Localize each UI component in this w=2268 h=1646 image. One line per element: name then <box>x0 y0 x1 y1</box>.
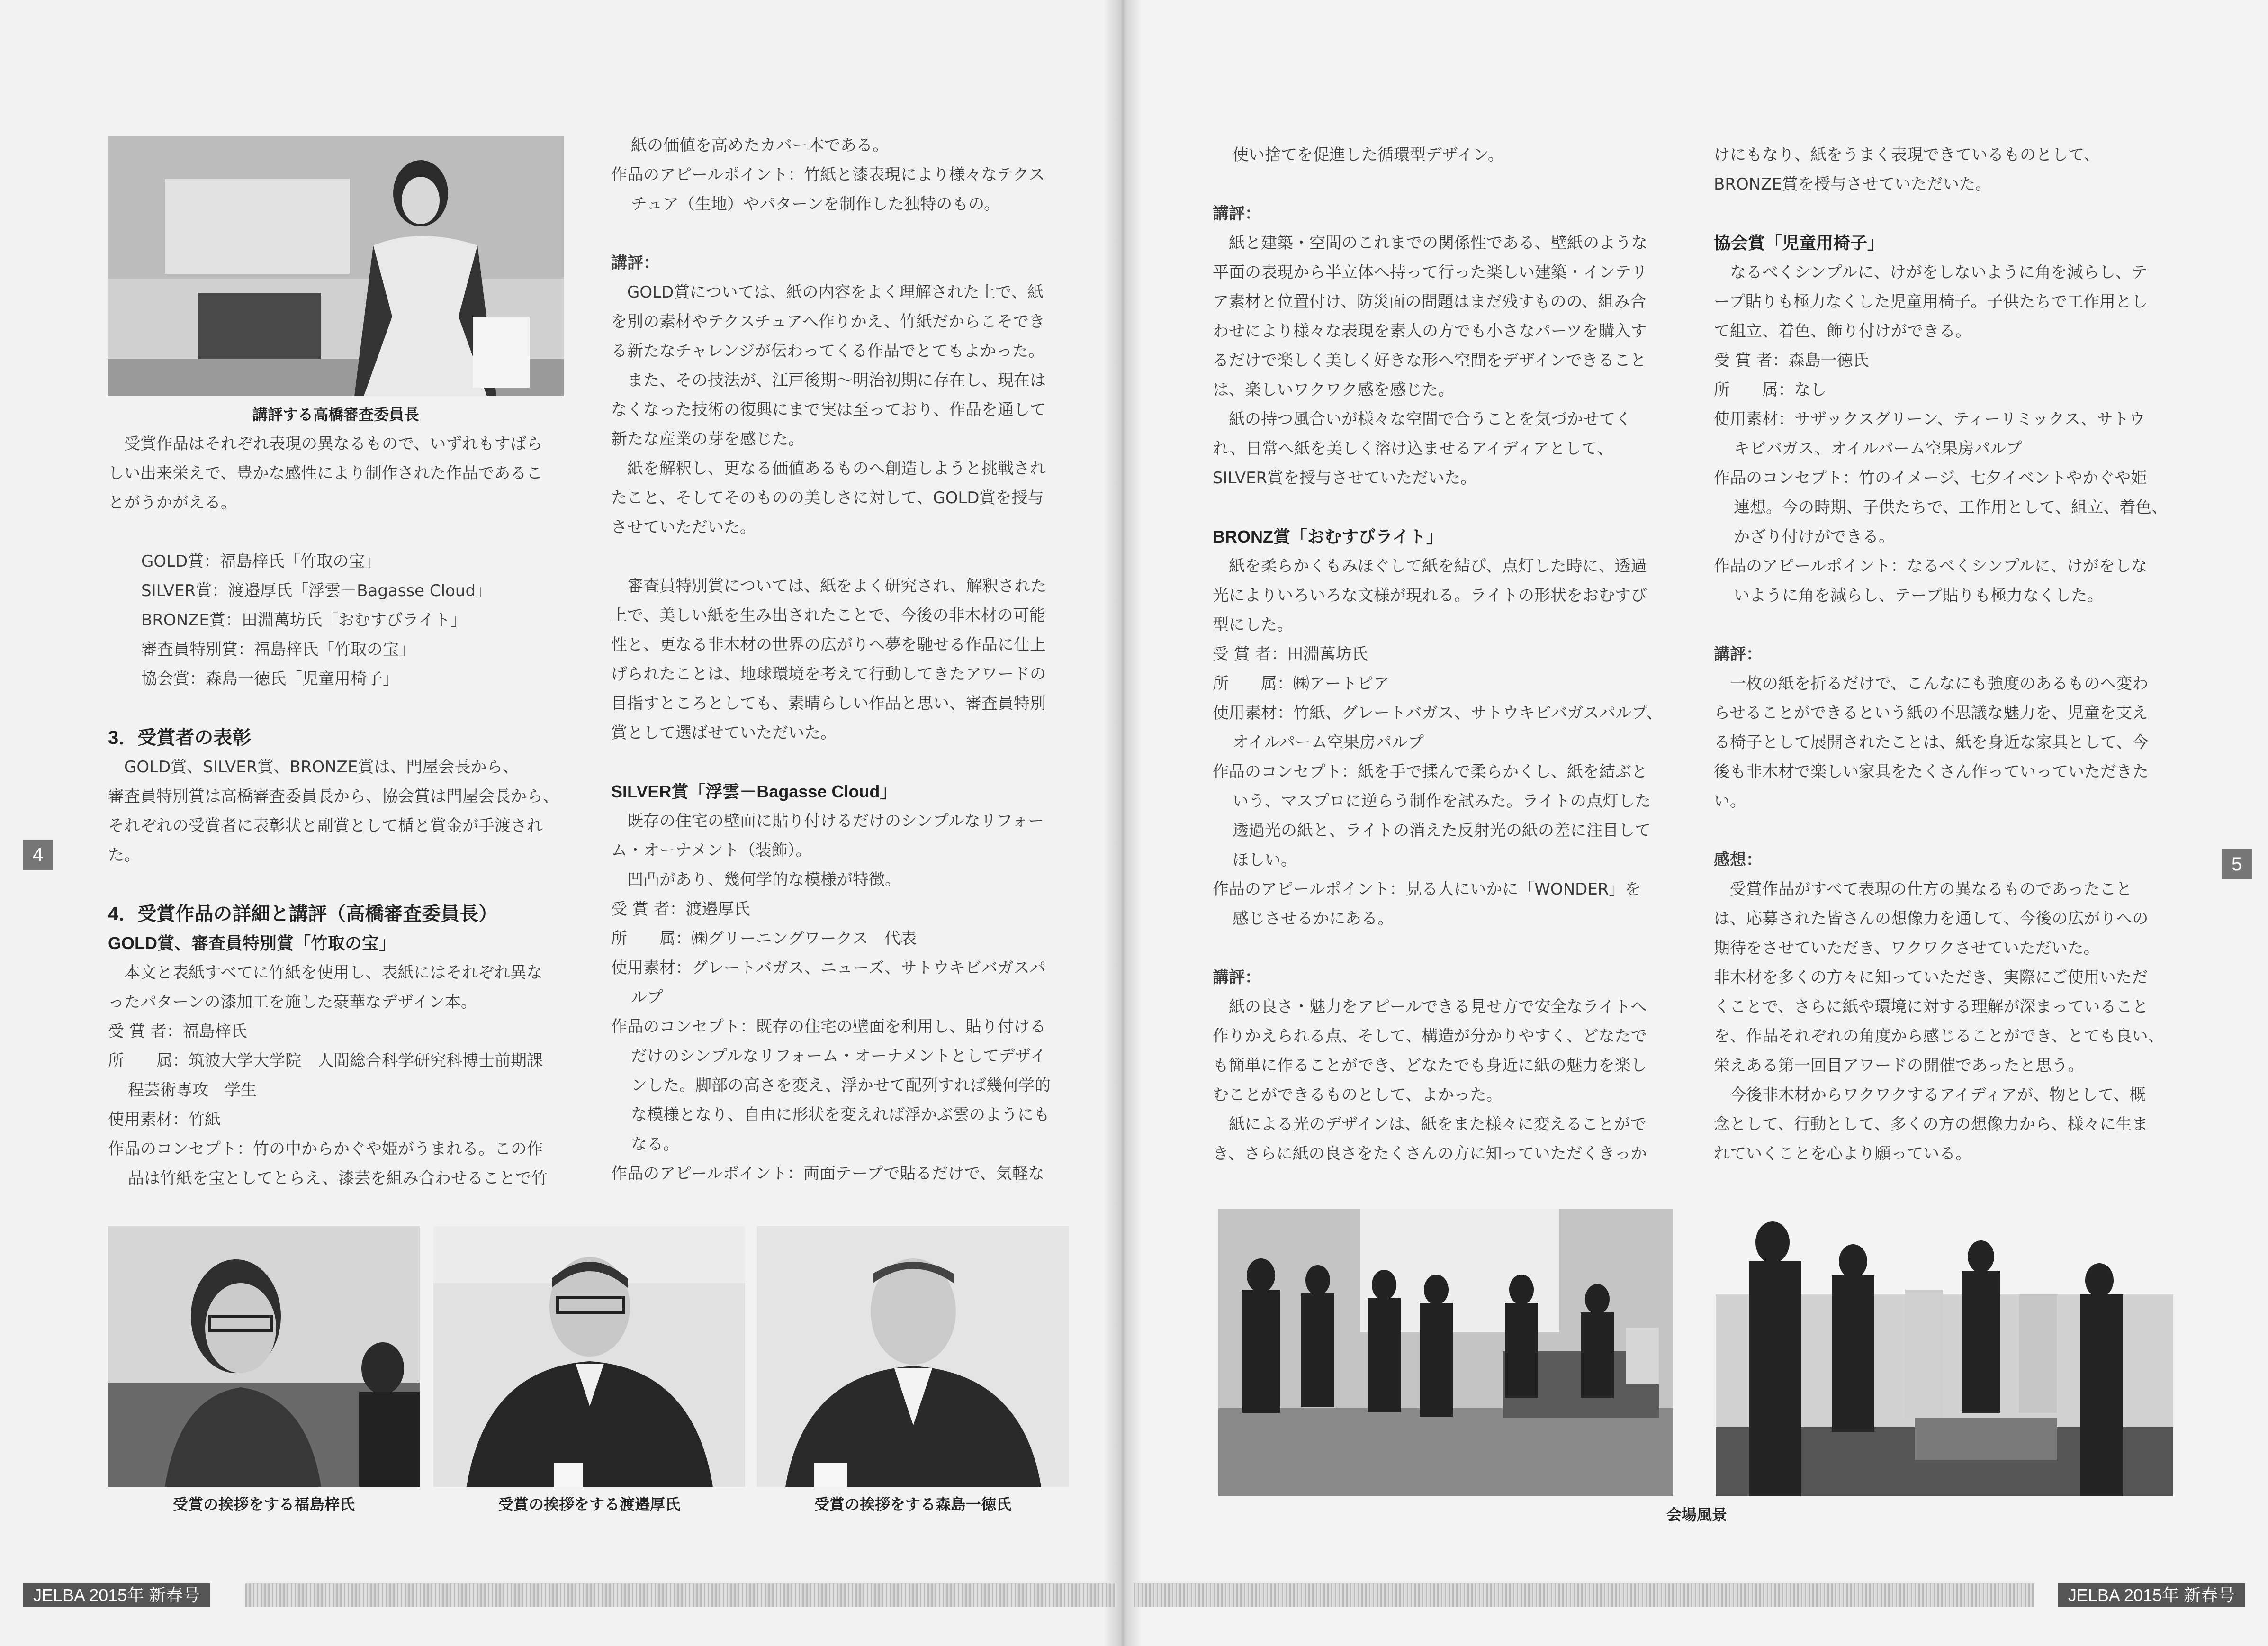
appeal-line: チュア（生地）やパターンを制作した独特のもの。 <box>631 195 1000 214</box>
body-line: 栄えある第一回目アワードの開催であったと思う。 <box>1714 1056 2084 1075</box>
photo-caption: 講評する高橋審査委員長 <box>252 406 419 423</box>
affiliation-line: 所 属：㈱グリーニングワークス 代表 <box>611 929 917 948</box>
body-line: を別の素材やテクスチュアへ作りかえ、竹紙だからこそでき <box>611 312 1045 331</box>
body-line: 今後非木材からワクワクするアイディアが、物として、概 <box>1730 1085 2146 1104</box>
body-line: 紙を解釈し、更なる価値あるものへ創造しようと挑戦され <box>627 459 1046 478</box>
award-heading: 協会賞「児童用椅子」 <box>1714 233 1885 253</box>
material-line: ルプ <box>631 988 663 1007</box>
body-line: 新たな産業の芽を感じた。 <box>611 430 804 449</box>
left-column-1 <box>108 429 577 1193</box>
body-line: なくなった技術の復興にまで実は至っており、作品を通して <box>611 400 1046 419</box>
body-line: 念として、行動として、多くの方の想像力から、様々に生ま <box>1714 1115 2148 1134</box>
appeal-line: 作品のアピールポイント：見る人にいかに「WONDER」を <box>1213 880 1641 899</box>
concept-line: な模様となり、自由に形状を変えれば浮かぶ雲のようにも <box>631 1105 1050 1124</box>
photo-venue-2 <box>1716 1209 2173 1496</box>
body-line: それぞれの受賞者に表彰状と副賞として楯と賞金が手渡され <box>108 816 543 835</box>
review-label: 講評： <box>611 254 659 272</box>
body-line: て組立、着色、飾り付けができる。 <box>1714 322 1971 341</box>
photo-fukushima-speech <box>108 1226 420 1487</box>
photo-caption: 受賞の挨拶をする森島一徳氏 <box>814 1496 1011 1513</box>
award-list-item: 審査員特別賞：福島梓氏「竹取の宝」 <box>141 640 415 659</box>
footer-title: JELBA 2015年 新春号 <box>23 1583 210 1607</box>
appeal-line: 作品のアピールポイント：竹紙と漆表現により様々なテクス <box>611 165 1045 184</box>
body-line: る椅子として展開されたことは、紙を身近な家具として、今 <box>1714 733 2149 752</box>
affiliation-line: 所 属：なし <box>1714 380 1827 399</box>
photo-venue-1 <box>1218 1209 1673 1496</box>
concept-line: だけのシンプルなリフォーム・オーナメントとしてデザイ <box>631 1047 1046 1066</box>
body-line: ったパターンの漆加工を施した豪華なデザイン本。 <box>108 993 477 1012</box>
body-line: GOLD賞については、紙の内容をよく理解された上で、紙 <box>627 283 1044 302</box>
concept-line: かざり付けができる。 <box>1734 527 1895 546</box>
body-line: れ、日常へ紙を美しく溶け込ませるアイディアとして、 <box>1213 439 1613 458</box>
body-line: 非木材を多くの方々に知っていただき、実際にご使用いただ <box>1714 968 2148 987</box>
footer-right <box>1134 1583 2245 1607</box>
body-line: は、応募された皆さんの想像力を通して、今後の広がりへの <box>1714 909 2149 928</box>
right-column-1 <box>1213 140 1677 1168</box>
concept-line: ほしい。 <box>1233 850 1297 869</box>
appeal-line: 作品のアピールポイント：両面テープで貼るだけで、気軽な <box>611 1164 1044 1183</box>
winner-line: 受 賞 者：森島一徳氏 <box>1714 351 1869 370</box>
award-list-item: BRONZE賞：田淵萬坊氏「おむすびライト」 <box>141 611 467 630</box>
section-heading: 3．受賞者の表彰 <box>108 727 252 748</box>
body-line: たこと、そしてそのものの美しさに対して、GOLD賞を授与 <box>611 488 1044 507</box>
body-line: 審査員特別賞は高橋審査委員長から、協会賞は門屋会長から、 <box>108 787 559 806</box>
concept-line: 作品のコンセプト：紙を手で揉んで柔らかくし、紙を結ぶと <box>1213 762 1647 781</box>
body-line: 紙の持つ風合いが様々な空間で合うことを気づかせてく <box>1229 410 1631 429</box>
body-line: なるべくシンプルに、けがをしないように角を減らし、テ <box>1730 263 2148 282</box>
body-line: 紙による光のデザインは、紙をまた様々に変えることがで <box>1229 1115 1647 1134</box>
body-line: 光によりいろいろな文様が現れる。ライトの形状をおむすび <box>1213 586 1647 605</box>
material-line: 使用素材：竹紙、グレートバガス、サトウキビバガスパルプ、 <box>1213 704 1663 723</box>
appeal-line: いように角を減らし、テープ貼りも極力なくした。 <box>1734 586 2104 605</box>
body-line: らせることができるという紙の不思議な魅力を、児童を支え <box>1714 704 2148 723</box>
body-line: げられたことは、地球環境を考えて行動してきたアワードの <box>611 665 1046 684</box>
award-list-item: SILVER賞：渡邉厚氏「浮雲－Bagasse Cloud」 <box>141 581 492 600</box>
body-line: ム・オーナメント（装飾）。 <box>611 841 812 860</box>
body-line: ープ貼りも極力なくした児童用椅子。子供たちで工作用とし <box>1714 292 2148 311</box>
body-line: 性と、更なる非木材の世界の広がりへ夢を馳せる作品に仕上 <box>611 635 1046 654</box>
appeal-line: 使い捨てを促進した循環型デザイン。 <box>1233 145 1504 164</box>
body-line: 上で、美しい紙を生み出されたことで、今後の非木材の可能 <box>611 606 1045 625</box>
body-line: 平面の表現から半立体へ持って行った楽しい建築・インテリ <box>1213 263 1647 282</box>
body-line: わせにより様々な表現を素人の方でも小さなパーツを購入す <box>1213 322 1647 341</box>
body-line: 審査員特別賞については、紙をよく研究され、解釈された <box>627 577 1047 596</box>
photo-watanabe-speech <box>433 1226 745 1487</box>
body-line: させていただいた。 <box>611 518 756 537</box>
photo-caption: 受賞の挨拶をする渡邉厚氏 <box>498 1496 680 1513</box>
photo-caption: 会場風景 <box>1666 1506 1727 1523</box>
body-line: を、作品それぞれの角度から感じることができ、とても良い、 <box>1714 1027 2164 1046</box>
page-number: 5 <box>2222 849 2252 879</box>
intro-line: しい出来栄えで、豊かな感性により制作された作品であるこ <box>108 464 543 483</box>
material-line: 使用素材：グレートバガス、ニューズ、サトウキビバガスパ <box>611 959 1046 977</box>
concept-line: 作品のコンセプト：竹のイメージ、七夕イベントやかぐや姫 <box>1714 469 2147 488</box>
body-line: き、さらに紙の良さをたくさんの方に知っていただくきっか <box>1213 1144 1647 1163</box>
affiliation-line: 程芸術専攻 学生 <box>128 1081 257 1100</box>
right-column-2 <box>1714 140 2178 1168</box>
winner-line: 受 賞 者：渡邉厚氏 <box>611 900 750 919</box>
body-line: は、楽しいワクワク感を感じた。 <box>1213 380 1454 399</box>
concept-line: なる。 <box>631 1135 679 1154</box>
material-line: キビバガス、オイルパーム空果房パルプ <box>1734 439 2022 458</box>
impression-label: 感想： <box>1714 851 1762 869</box>
material-line: オイルパーム空果房パルプ <box>1233 733 1424 752</box>
body-line: けにもなり、紙をうまく表現できているものとして、 <box>1714 145 2100 164</box>
body-line: れていくことを心より願っている。 <box>1714 1144 1971 1163</box>
body-line: も簡単に作ることができ、どなたでも身近に紙の魅力を楽し <box>1213 1056 1647 1075</box>
section-heading: 4．受賞作品の詳細と講評（高橋審査委員長） <box>108 904 498 924</box>
body-line: ア素材と位置付け、防災面の問題はまだ残すものの、組み合 <box>1213 292 1647 311</box>
body-line: 作りかえられる点、そして、構造が分かりやすく、どなたで <box>1213 1027 1647 1046</box>
review-label: 講評： <box>1213 205 1261 223</box>
footer-title: JELBA 2015年 新春号 <box>2058 1583 2245 1607</box>
body-line: る新たなチャレンジが伝わってくる作品でとてもよかった。 <box>611 342 1044 361</box>
body-line: 後も非木材で楽しい家具をたくさん作っていっていただきた <box>1714 762 2149 781</box>
award-heading: SILVER賞「浮雲－Bagasse Cloud」 <box>611 782 897 801</box>
concept-line: 透過光の紙と、ライトの消えた反射光の紙の差に注目して <box>1233 821 1651 840</box>
winner-line: 受 賞 者：福島梓氏 <box>108 1022 247 1041</box>
body-line: るだけで楽しく美しく好きな形へ空間をデザインできること <box>1213 351 1647 370</box>
footer-left <box>23 1583 1117 1607</box>
body-line: 目指すところとしても、素晴らしい作品と思い、審査員特別 <box>611 694 1046 713</box>
body-line: 凹凸があり、幾何学的な模様が特徴。 <box>627 870 901 889</box>
affiliation-line: 所 属：㈱アートピア <box>1213 674 1389 693</box>
body-line: GOLD賞、SILVER賞、BRONZE賞は、門屋会長から、 <box>124 758 519 777</box>
body-line: くことで、さらに紙や環境に対する理解が深まっていること <box>1714 997 2149 1016</box>
left-column-2 <box>611 131 1075 1188</box>
photo-caption: 受賞の挨拶をする福島梓氏 <box>172 1496 355 1513</box>
intro-line: とがうかがえる。 <box>108 493 237 512</box>
body-line: 本文と表紙すべてに竹紙を使用し、表紙にはそれぞれ異な <box>124 963 543 982</box>
concept-line: 紙の価値を高めたカバー本である。 <box>631 136 889 155</box>
body-line: 期待をさせていただき、ワクワクさせていただいた。 <box>1714 939 2100 958</box>
photo-chairman-review <box>108 136 564 396</box>
concept-line: いう、マスプロに逆らう制作を試みた。ライトの点灯した <box>1233 792 1651 811</box>
body-line: 受賞作品がすべて表現の仕方の異なるものであったこと <box>1730 880 2132 899</box>
photo-morishima-speech <box>757 1226 1069 1487</box>
review-label: 講評： <box>1714 645 1762 663</box>
body-line: SILVER賞を授与させていただいた。 <box>1213 469 1477 488</box>
review-label: 講評： <box>1213 968 1261 986</box>
award-heading: BRONZ賞「おむすびライト」 <box>1213 527 1443 546</box>
body-line: 型にした。 <box>1213 615 1293 634</box>
body-line: た。 <box>108 846 140 865</box>
body-line: 紙を柔らかくもみほぐして紙を結び、点灯した時に、透過 <box>1229 557 1647 576</box>
body-line: また、その技法が、江戸後期～明治初期に存在し、現在は <box>627 371 1046 390</box>
body-line: 紙の良さ・魅力をアピールできる見せ方で安全なライトへ <box>1229 997 1647 1016</box>
affiliation-line: 所 属：筑波大学大学院 人間総合科学研究科博士前期課 <box>108 1051 543 1070</box>
body-line: 賞として選ばせていただいた。 <box>611 724 837 742</box>
concept-line: 作品のコンセプト：既存の住宅の壁面を利用し、貼り付ける <box>611 1017 1046 1036</box>
body-line: い。 <box>1714 792 1746 811</box>
winner-line: 受 賞 者：田淵萬坊氏 <box>1213 645 1368 664</box>
material-line: 使用素材：竹紙 <box>108 1110 221 1129</box>
appeal-line: 作品のアピールポイント：なるべくシンプルに、けがをしな <box>1714 557 2148 576</box>
appeal-line: 感じさせるかにある。 <box>1233 909 1394 928</box>
body-line: 一枚の紙を折るだけで、こんなにも強度のあるものへ変わ <box>1730 674 2149 693</box>
award-list-item: 協会賞：森島一徳氏「児童用椅子」 <box>141 669 399 688</box>
page-gutter <box>1104 0 1142 1646</box>
page-number: 4 <box>23 840 53 870</box>
concept-line: 作品のコンセプト：竹の中からかぐや姫がうまれる。この作 <box>108 1140 543 1158</box>
concept-line: 品は竹紙を宝としてとらえ、漆芸を組み合わせることで竹 <box>128 1169 548 1188</box>
body-line: BRONZE賞を授与させていただいた。 <box>1714 175 1991 194</box>
award-heading: GOLD賞、審査員特別賞「竹取の宝」 <box>108 933 396 953</box>
body-line: むことができるものとして、よかった。 <box>1213 1085 1503 1104</box>
material-line: 使用素材：サザックスグリーン、ティーリミックス、サトウ <box>1714 410 2145 429</box>
body-line: 既存の住宅の壁面に貼り付けるだけのシンプルなリフォー <box>627 812 1044 831</box>
body-line: 紙と建築・空間のこれまでの関係性である、壁紙のような <box>1229 234 1647 253</box>
intro-line: 受賞作品はそれぞれ表現の異なるもので、いずれもすばら <box>124 434 543 453</box>
concept-line: ンした。脚部の高さを変え、浮かせて配列すれば幾何学的 <box>631 1076 1051 1095</box>
award-list-item: GOLD賞：福島梓氏「竹取の宝」 <box>141 552 381 571</box>
concept-line: 連想。今の時期、子供たちで、工作用として、組立、着色、 <box>1734 498 2168 517</box>
